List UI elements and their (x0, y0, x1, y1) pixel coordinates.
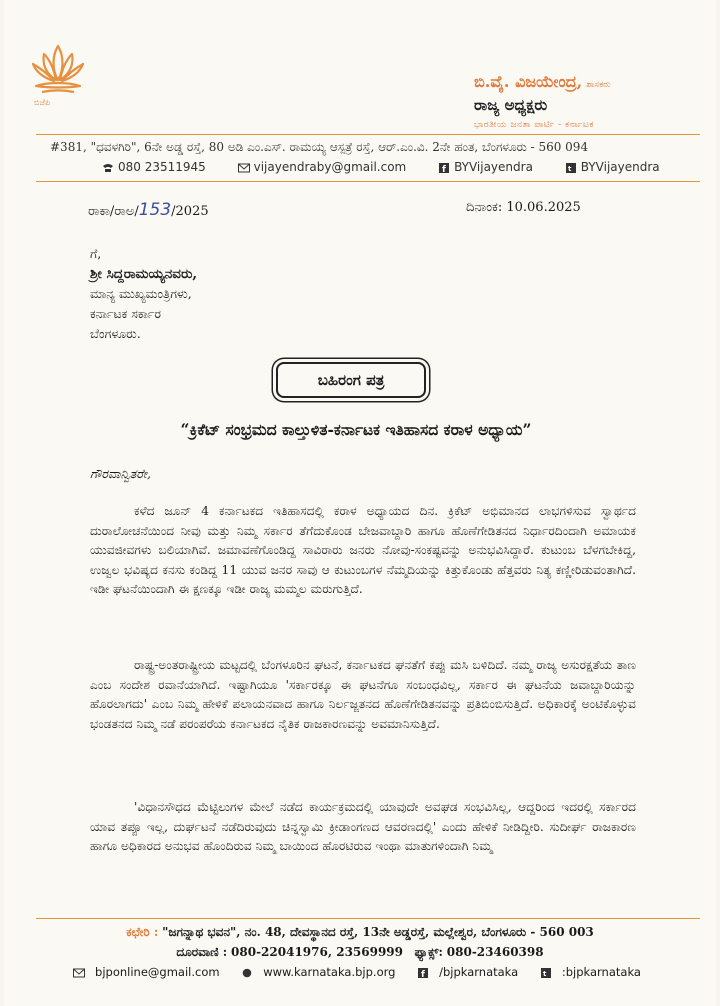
contact-facebook: f BYVijayendra (438, 160, 547, 174)
facebook-icon (438, 163, 450, 173)
lotus-logo-icon (30, 40, 86, 100)
footer-phones: ದೂರವಾಣಿ : 080-22041976, 23569999 ಫ್ಯಾಕ್ಸ್: 080-23460398 (176, 945, 544, 959)
twitter-icon (565, 163, 577, 173)
recipient-name: ಶ್ರೀ ಸಿದ್ದರಾಮಯ್ಯನವರು, (90, 266, 198, 282)
letterhead-address: #381, "ಧವಳಗಿರಿ", 6ನೇ ಅಡ್ಡ ರಸ್ತೆ, 80 ಅಡಿ ಎಂ.ಎಸ್. ರಾಮಯ್ಯ ಆಸ್ಪತ್ರೆ ರಸ್ತೆ, ಆರ್.ಎಂ.ವಿ. 2ನೇ ಹಂತ, ಬೆಂಗಳೂರು - 560 094 (50, 140, 589, 154)
letterhead-org: ಭಾರತೀಯ ಜನತಾ ಪಾರ್ಟಿ - ಕರ್ನಾಟಕ (474, 120, 594, 130)
letterhead-title: ರಾಜ್ಯ ಅಧ್ಯಕ್ಷರು (474, 96, 548, 114)
letter-subject: “ಕ್ರಿಕೆಟ್ ಸಂಭ್ರಮದ ಕಾಲ್ತುಳಿತ-ಕರ್ನಾಟಕ ಇತಿಹಾಸದ ಕರಾಳ ಅಧ್ಯಾಯ” (180, 420, 532, 439)
svg-text:f: f (421, 969, 426, 978)
footer (4, 922, 716, 982)
svg-text:t: t (542, 969, 547, 978)
lotus-caption: ಬಿಜೆಪಿ (34, 98, 51, 107)
header-divider-bottom (36, 181, 700, 182)
letterhead-signature (474, 72, 704, 130)
footer-divider (36, 918, 700, 919)
letterhead-role: ಶಾಸಕರು (586, 80, 611, 90)
contact-email: vijayendraby@gmail.com (238, 160, 421, 174)
header-divider-top (36, 134, 700, 135)
svg-text:t: t (567, 164, 572, 173)
mail-icon (73, 968, 85, 978)
footer-office: ಕಛೇರಿ : "ಜಗನ್ನಾಥ ಭವನ", ನಂ. 48, ದೇವಸ್ಥಾನದ ರಸ್ತೆ, 13ನೇ ಅಡ್ಡರಸ್ತೆ, ಮಲ್ಲೇಶ್ವರ, ಬೆಂಗಳೂರು - 560 003 (126, 925, 594, 939)
handwritten-ref-number: 153 (138, 200, 172, 220)
body-paragraph-2: ರಾಷ್ಟ್ರ-ಅಂತರಾಷ್ಟ್ರೀಯ ಮಟ್ಟದಲ್ಲಿ ಬೆಂಗಳೂರಿನ ಘಟನೆ, ಕರ್ನಾಟಕದ ಘನತೆಗೆ ಕಪ್ಪು ಮಸಿ ಬಳಿದಿದೆ. ನಮ್ಮ ರಾಜ್ಯ ಅಸುರಕ್ಷತೆಯ ತಾಣ ಎಂಬ ಸಂದೇಶ ರವಾನೆಯಾಗಿದೆ. ಇಷ್ಟಾಗಿಯೂ 'ಸರ್ಕಾರಕ್ಕೂ ಈ ಘಟನೆಗೂ ಸಂಬಂಧವಿಲ್ಲ, ಸರ್ಕಾರ ಈ ಘಟನೆಯ ಜವಾಬ್ದಾರಿಯನ್ನು ಹೊರಲಾಗದು' ಎಂಬ ನಿಮ್ಮ ಹೇಳಿಕೆ ಪಲಾಯನವಾದ ಹಾಗೂ ನಿರ್ಲಜ್ಜತನದ ಹೊಣೆಗೇಡಿತನವನ್ನು ಪ್ರತಿಬಿಂಬಿಸುತ್ತಿದೆ. ಅಧಿಕಾರಕ್ಕೆ ಅಂಟಿಕೊಳ್ಳುವ ಭಂಡತನದ ನಿಮ್ಮ ನಡೆ ಪರಂಪರೆಯ ಕರ್ನಾಟಕದ ನೈತಿಕ ರಾಜಕಾರಣವನ್ನು ಅವಮಾನಿಸುತ್ತಿದೆ. (90, 658, 636, 731)
mail-icon (238, 163, 250, 173)
letterhead-name-line (474, 72, 704, 92)
footer-facebook: f /bjpkarnataka (417, 965, 524, 979)
body-paragraph-3: 'ವಿಧಾನಸೌಧದ ಮೆಟ್ಟಿಲುಗಳ ಮೇಲೆ ನಡೆದ ಕಾರ್ಯಕ್ರಮದಲ್ಲಿ ಯಾವುದೇ ಅವಘಡ ಸಂಭವಿಸಿಲ್ಲ, ಆದ್ದರಿಂದ ಇದರಲ್ಲಿ ಸರ್ಕಾರದ ಯಾವ ತಪ್ಪೂ ಇಲ್ಲ, ದುರ್ಘಟನೆ ನಡೆದಿರುವುದು ಚಿನ್ನಸ್ವಾಮಿ ಕ್ರೀಡಾಂಗಣದ ಆವರಣದಲ್ಲಿ' ಎಂದು ಹೇಳಿಕೆ ನೀಡಿದ್ದೀರಿ. ಸುದೀರ್ಘ ರಾಜಕಾರಣ ಹಾಗೂ ಅಧಿಕಾರದ ಅನುಭವ ಹೊಂದಿರುವ ನಿಮ್ಮ ಬಾಯಿಂದ ಹೊರಟಿರುವ ಇಂಥಾ ಮಾತುಗಳಿಂದಾಗಿ ನಿಮ್ಮ (90, 800, 636, 854)
body-paragraph-1: ಕಳೆದ ಜೂನ್ 4 ಕರ್ನಾಟಕದ ಇತಿಹಾಸದಲ್ಲಿ ಕರಾಳ ಅಧ್ಯಾಯದ ದಿನ. ಕ್ರಿಕೆಟ್ ಅಭಿಮಾನದ ಲಾಭಗಳಿಸುವ ಸ್ವಾರ್ಥದ ದುರಾಲೋಚನೆಯಿಂದ ನೀವು ಮತ್ತು ನಿಮ್ಮ ಸರ್ಕಾರ ತೆಗೆದುಕೊಂಡ ಬೇಜವಾಬ್ದಾರಿ ಹಾಗೂ ಹೊಣೆಗೇಡಿತನದ ನಿರ್ಧಾರದಿಂದಾಗಿ ಅಮಾಯಕ ಯುವಜೀವಗಳು ಬಲಿಯಾಗಿವೆ. ಜಮಾವಣೆಗೊಂಡಿದ್ದ ಸಾವಿರಾರು ಜನರು ನೋವು-ಸಂಕಷ್ಟವನ್ನು ಅನುಭವಿಸಿದ್ದಾರೆ. ಕುಟುಂಬ ಬೆಳಗಬೇಕಿದ್ದ, ಉಜ್ವಲ ಭವಿಷ್ಯದ ಕನಸು ಕಂಡಿದ್ದ 11 ಯುವ ಜನರ ಸಾವು ಆ ಕುಟುಂಬಗಳ ನೆಮ್ಮದಿಯನ್ನು ಕಿತ್ತುಕೊಂಡು ಹೆತ್ತವರು ನಿತ್ಯ ಕಣ್ಣೀರಿಡುವಂತಾಗಿದೆ. ಇಡೀ ಘಟನೆಯಿಂದಾಗಿ ಈ ಕ್ಷಣಕ್ಕೂ ಇಡೀ ರಾಜ್ಯ ಮಮ್ಮಲ ಮರುಗುತ್ತಿದೆ. (90, 504, 636, 597)
footer-website: www.karnataka.bjp.org (241, 965, 401, 979)
twitter-icon (540, 968, 552, 978)
letterhead-name: ಬಿ.ವೈ. ವಿಜಯೇಂದ್ರ, (474, 72, 583, 91)
contact-phone: 080 23511945 (102, 160, 220, 174)
addressee-block: ಗೆ, ಶ್ರೀ ಸಿದ್ದರಾಮಯ್ಯನವರು, ಮಾನ್ಯ ಮುಖ್ಯಮಂತ್ರಿಗಳು, ಕರ್ನಾಟಕ ಸರ್ಕಾರ ಬೆಂಗಳೂರು. (90, 246, 198, 341)
footer-twitter: t :bjpkarnataka (540, 965, 647, 979)
open-letter-badge: ಬಹಿರಂಗ ಪತ್ರ (276, 362, 426, 398)
letter-page (4, 0, 716, 1006)
salutation: ಗೌರವಾನ್ವಿತರೇ, (90, 466, 151, 481)
letter-date: ದಿನಾಂಕ: 10.06.2025 (466, 200, 581, 215)
reference-number: ರಾಕಾ/ರಾಅ/153/2025 (88, 200, 209, 220)
svg-text:f: f (442, 164, 446, 173)
facebook-icon (417, 968, 429, 978)
footer-links (4, 962, 716, 982)
phone-icon (102, 163, 114, 173)
footer-email: bjponline@gmail.com (73, 965, 226, 979)
globe-icon (241, 968, 253, 978)
letterhead-contacts (102, 160, 688, 174)
contact-twitter: t BYVijayendra (565, 160, 674, 174)
